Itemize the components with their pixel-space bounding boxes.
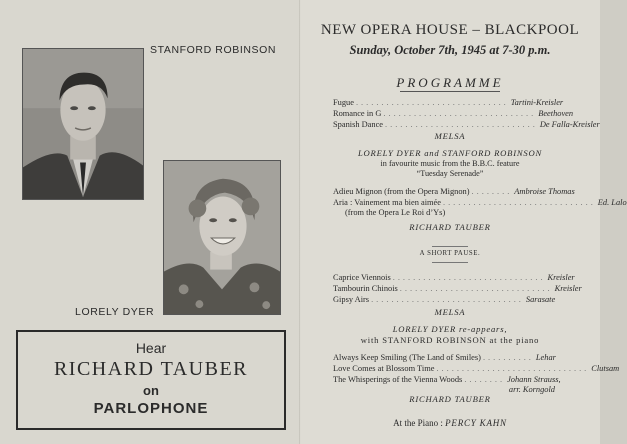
programme-item: Adieu Mignon (from the Opera Mignon) ........ Ambroise Thomas bbox=[333, 187, 575, 196]
piano-name: PERCY KAHN bbox=[445, 418, 507, 428]
advert-label: PARLOPHONE bbox=[93, 400, 209, 417]
pause-rule-top bbox=[432, 246, 468, 247]
photo-lorely-dyer bbox=[163, 160, 281, 315]
performer-dyer-robinson: LORELY DYER and STANFORD ROBINSON bbox=[357, 148, 543, 158]
performer-tauber-2: RICHARD TAUBER bbox=[409, 394, 491, 404]
with-robinson-line: with STANFORD ROBINSON at the piano bbox=[360, 335, 540, 345]
programme-item: Spanish Dance .............................. De Falla-Kreisler bbox=[333, 120, 600, 129]
programme-heading: PROGRAMME bbox=[396, 75, 504, 90]
advert-on: on bbox=[143, 383, 159, 398]
caption-dyer: LORELY DYER bbox=[75, 306, 155, 318]
programme-item: Fugue .............................. Tartini-Kreisler bbox=[333, 98, 564, 107]
programme-rule bbox=[400, 91, 500, 92]
programme-item: Gipsy Airs .............................. Sarasate bbox=[333, 295, 556, 304]
programme-item: Love Comes at Blossom Time .............................. Clutsam bbox=[333, 364, 620, 373]
programme-item: Aria : Vainement ma bien aimée .............................. Ed. Lalo bbox=[333, 198, 627, 207]
piano-label: At the Piano : bbox=[393, 418, 443, 428]
performer-tauber: RICHARD TAUBER bbox=[409, 222, 491, 232]
programme-item: Always Keep Smiling (The Land of Smiles) .......... Lehar bbox=[333, 353, 556, 362]
venue-title: NEW OPERA HOUSE – BLACKPOOL bbox=[320, 22, 580, 38]
feature-note: in favourite music from the B.B.C. feature bbox=[380, 159, 520, 168]
photo-stanford-robinson bbox=[22, 48, 144, 200]
caption-robinson: STANFORD ROBINSON bbox=[150, 44, 277, 56]
short-pause: A SHORT PAUSE. bbox=[419, 250, 481, 257]
programme-item: The Whisperings of the Vienna Woods ........ Johann Strauss, bbox=[333, 375, 561, 384]
strauss-arrangement: arr. Korngold bbox=[508, 385, 555, 394]
performer-melsa: MELSA bbox=[434, 131, 466, 141]
reappears-line: LORELY DYER re-appears, bbox=[392, 324, 508, 334]
concert-date: Sunday, October 7th, 1945 at 7-30 p.m. bbox=[349, 43, 551, 57]
programme-item: Tambourin Chinois .............................. Kreisler bbox=[333, 284, 582, 293]
programme-item: Caprice Viennois .............................. Kreisler bbox=[333, 273, 575, 282]
performer-melsa-2: MELSA bbox=[434, 307, 466, 317]
aria-opera-note: (from the Opera Le Roi d’Ys) bbox=[345, 208, 446, 217]
parlophone-advert bbox=[16, 330, 286, 430]
piano-line bbox=[300, 418, 600, 428]
pause-rule-bottom bbox=[432, 262, 468, 263]
programme-item: Romance in G .............................. Beethoven bbox=[333, 109, 574, 118]
feature-title: “Tuesday Serenade” bbox=[416, 169, 484, 178]
advert-artist: RICHARD TAUBER bbox=[53, 358, 249, 380]
advert-hear: Hear bbox=[135, 340, 167, 356]
